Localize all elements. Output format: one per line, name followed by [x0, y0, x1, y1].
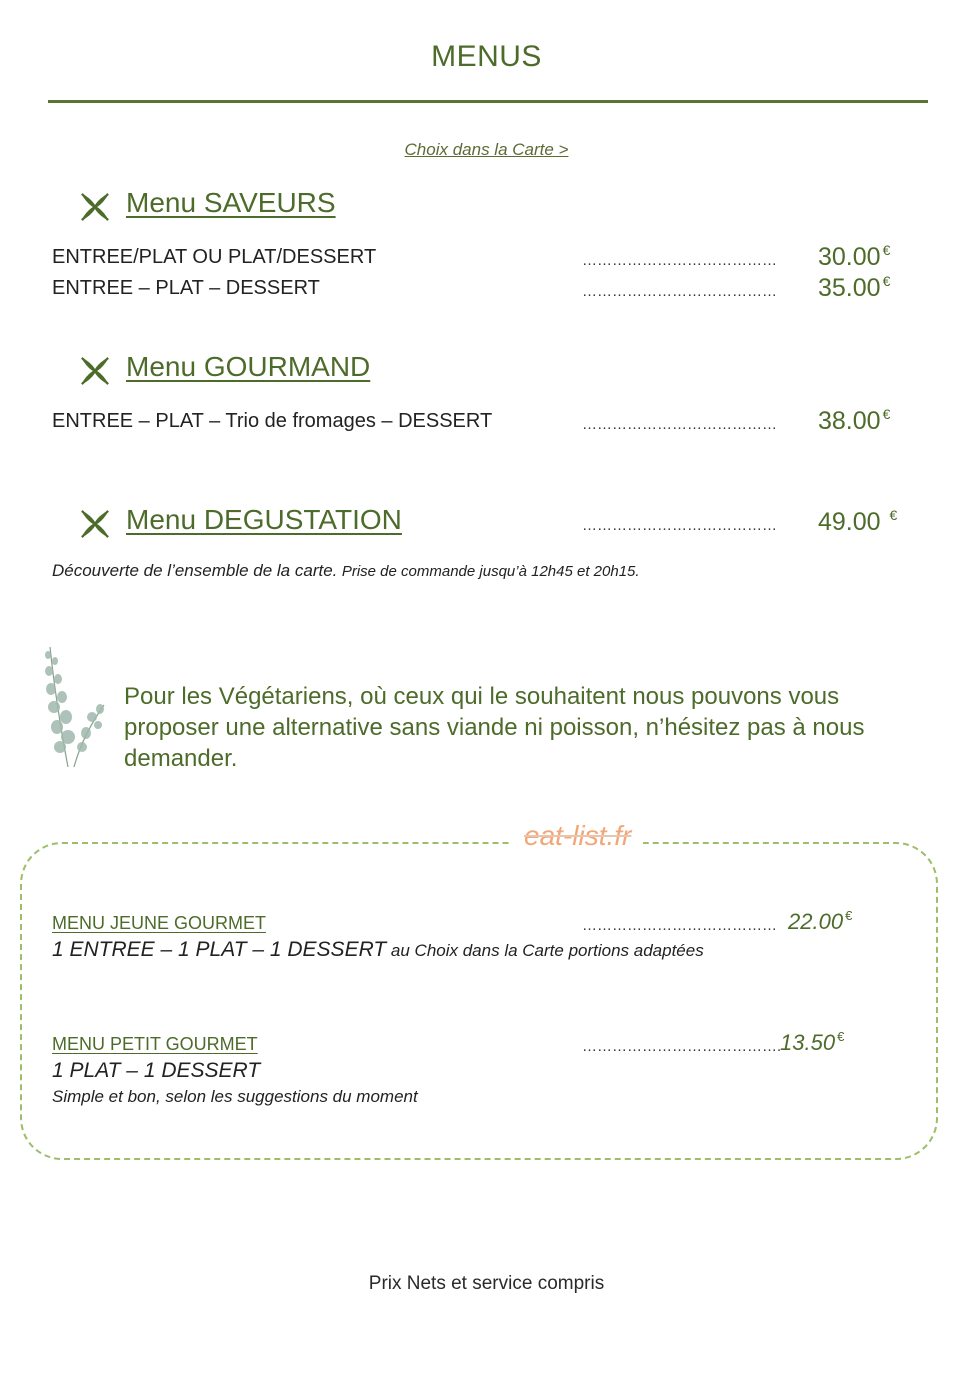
- degustation-description: Découverte de l’ensemble de la carte. Prise de commande jusqu’à 12h45 et 20h15.: [52, 561, 640, 580]
- kids-menu-2-description: 1 PLAT – 1 DESSERT: [52, 1059, 261, 1082]
- leaf-cross-icon: [80, 356, 110, 386]
- kids-menu-1-description: 1 ENTREE – 1 PLAT – 1 DESSERT au Choix dans la Carte portions adaptées: [52, 938, 704, 961]
- leaf-cross-icon: [80, 192, 110, 222]
- watermark: eat-list.fr: [512, 820, 643, 852]
- gourmand-item-1-price: 38.00 €: [818, 406, 891, 435]
- kids-menu-2-note: Simple et bon, selon les suggestions du moment: [52, 1087, 418, 1106]
- page-title: MENUS: [431, 40, 542, 73]
- kids-menu-2-dots: ………………………………….: [582, 1038, 782, 1055]
- kids-menu-box: [20, 842, 938, 1160]
- saveurs-item-1-price: 30.00 €: [818, 242, 891, 271]
- footer-note: Prix Nets et service compris: [368, 1273, 605, 1294]
- kids-menu-1-price: 22.00 €: [788, 908, 853, 934]
- gourmand-item-1-dots: …………………………………: [582, 416, 777, 433]
- kids-menu-2-title: MENU PETIT GOURMET: [52, 1034, 258, 1054]
- saveurs-item-2-label: ENTREE – PLAT – DESSERT: [52, 277, 320, 299]
- saveurs-item-2-dots: …………………………………: [582, 283, 777, 300]
- saveurs-item-2-price: 35.00 €: [818, 273, 891, 302]
- kids-menu-1-title: MENU JEUNE GOURMET: [52, 913, 267, 933]
- leaf-cross-icon: [80, 509, 110, 539]
- saveurs-item-1-dots: …………………………………: [582, 252, 777, 269]
- degustation-price: 49.00 €: [818, 507, 898, 536]
- vegetarian-note: Pour les Végétariens, où ceux qui le souhaitent nous pouvons vous proposer une alternative sans viande ni poisson, n’hésitez pas à nous demander.: [124, 683, 865, 772]
- menu-gourmand-title: Menu GOURMAND: [126, 351, 371, 382]
- kids-menu-1-dots: …………………………………: [582, 917, 777, 934]
- saveurs-item-1-label: ENTREE/PLAT OU PLAT/DESSERT: [52, 246, 377, 268]
- eucalyptus-sprig-icon: [40, 645, 110, 770]
- kids-menu-2-price: 13.50 €: [780, 1029, 845, 1055]
- menu-saveurs-title: Menu SAVEURS: [126, 187, 336, 218]
- menu-degustation-title: Menu DEGUSTATION: [126, 504, 402, 535]
- title-divider: [48, 100, 928, 103]
- gourmand-item-1-label: ENTREE – PLAT – Trio de fromages – DESSERT: [52, 410, 493, 432]
- degustation-dots: …………………………………: [582, 517, 777, 534]
- choice-carte-link[interactable]: Choix dans la Carte >: [404, 140, 569, 159]
